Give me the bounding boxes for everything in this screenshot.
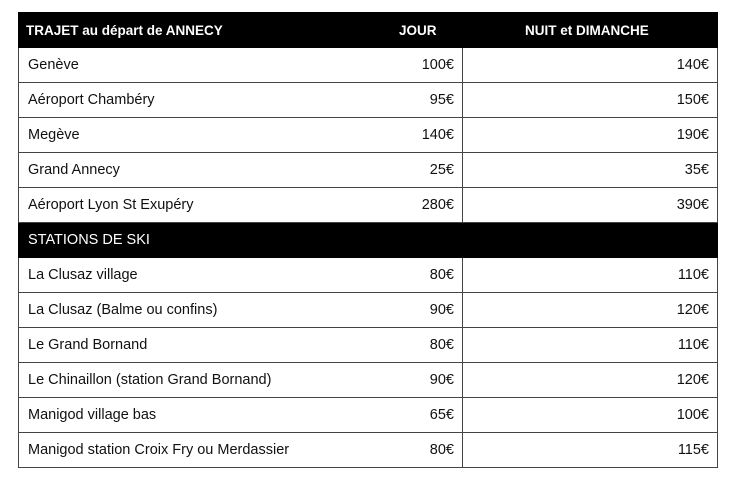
night-price-cell: 110€	[463, 328, 718, 363]
table-row	[19, 118, 718, 153]
night-price-cell: 150€	[463, 83, 718, 118]
section-header-row	[19, 223, 718, 258]
table-row	[19, 153, 718, 188]
night-price-cell: 190€	[463, 118, 718, 153]
table-row	[19, 188, 718, 223]
header-day: JOUR	[358, 13, 463, 48]
table-row	[19, 433, 718, 468]
night-price-cell: 115€	[463, 433, 718, 468]
table-row	[19, 258, 718, 293]
header-destination: TRAJET au départ de ANNECY	[19, 13, 358, 48]
day-price-cell: 140€	[358, 118, 463, 153]
night-price-cell: 120€	[463, 293, 718, 328]
night-price-cell: 110€	[463, 258, 718, 293]
day-price-cell: 80€	[358, 433, 463, 468]
section-title-ski-stations: STATIONS DE SKI	[19, 223, 718, 258]
day-price-cell: 100€	[358, 48, 463, 83]
day-price-cell: 90€	[358, 293, 463, 328]
destination-cell: La Clusaz village	[19, 258, 358, 293]
day-price-cell: 80€	[358, 258, 463, 293]
table-row	[19, 293, 718, 328]
destination-cell: Aéroport Chambéry	[19, 83, 358, 118]
day-price-cell: 95€	[358, 83, 463, 118]
destination-cell: Aéroport Lyon St Exupéry	[19, 188, 358, 223]
destination-cell: Grand Annecy	[19, 153, 358, 188]
destination-cell: La Clusaz (Balme ou confins)	[19, 293, 358, 328]
night-price-cell: 140€	[463, 48, 718, 83]
table-row	[19, 363, 718, 398]
day-price-cell: 25€	[358, 153, 463, 188]
table-row	[19, 48, 718, 83]
table-row	[19, 83, 718, 118]
destination-cell: Manigod village bas	[19, 398, 358, 433]
day-price-cell: 90€	[358, 363, 463, 398]
header-night: NUIT et DIMANCHE	[463, 13, 718, 48]
destination-cell: Megève	[19, 118, 358, 153]
destination-cell: Le Grand Bornand	[19, 328, 358, 363]
price-table	[18, 12, 718, 468]
day-price-cell: 65€	[358, 398, 463, 433]
table-header-row	[19, 13, 718, 48]
night-price-cell: 390€	[463, 188, 718, 223]
night-price-cell: 120€	[463, 363, 718, 398]
destination-cell: Genève	[19, 48, 358, 83]
destination-cell: Manigod station Croix Fry ou Merdassier	[19, 433, 358, 468]
day-price-cell: 280€	[358, 188, 463, 223]
table-row	[19, 328, 718, 363]
night-price-cell: 100€	[463, 398, 718, 433]
table-row	[19, 398, 718, 433]
destination-cell: Le Chinaillon (station Grand Bornand)	[19, 363, 358, 398]
day-price-cell: 80€	[358, 328, 463, 363]
night-price-cell: 35€	[463, 153, 718, 188]
